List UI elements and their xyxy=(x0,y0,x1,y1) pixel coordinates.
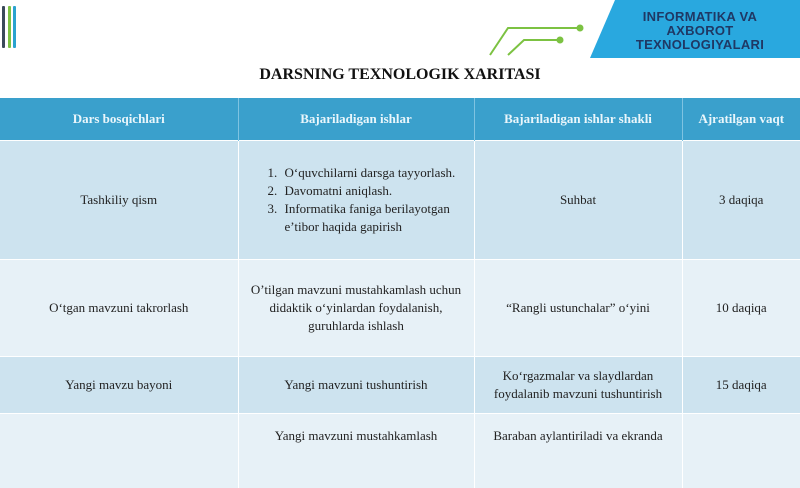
time-cell: 10 daqiqa xyxy=(682,260,800,357)
table-row xyxy=(0,414,800,488)
form-cell: Ko‘rgazmalar va slaydlardan foydalanib mavzuni tushuntirish xyxy=(474,357,682,414)
tasks-list xyxy=(245,164,468,236)
green-bar xyxy=(8,6,11,48)
stage-cell: Tashkiliy qism xyxy=(0,141,238,260)
table-header-row xyxy=(0,98,800,141)
banner-line-3: TEXNOLOGIYALARI xyxy=(600,38,800,52)
dark-bar xyxy=(2,6,5,48)
form-cell: Baraban aylantiriladi va ekranda xyxy=(474,414,682,488)
time-cell xyxy=(682,414,800,488)
technology-map-table xyxy=(0,98,800,488)
time-cell: 3 daqiqa xyxy=(682,141,800,260)
time-cell: 15 daqiqa xyxy=(682,357,800,414)
table-row xyxy=(0,357,800,414)
list-item: 2. Davomatni aniqlash. xyxy=(281,182,468,200)
tasks-cell xyxy=(238,141,474,260)
tasks-cell: O’tilgan mavzuni mustahkamlash uchun didaktik o‘yinlardan foydalanish, guruhlarda ishlash xyxy=(238,260,474,357)
decorative-side-bars xyxy=(2,6,22,48)
stage-cell: Yangi mavzu bayoni xyxy=(0,357,238,414)
banner-line-1: INFORMATIKA VA xyxy=(600,10,800,24)
stage-cell xyxy=(0,414,238,488)
table-row xyxy=(0,260,800,357)
page-title: DARSNING TEXNOLOGIK XARITASI xyxy=(0,66,800,84)
stage-cell: O‘tgan mavzuni takrorlash xyxy=(0,260,238,357)
header-tasks: Bajariladigan ishlar xyxy=(238,98,474,141)
list-item: 3. Informatika faniga berilayotgan e’tibor haqida gapirish xyxy=(281,200,468,236)
tasks-cell: Yangi mavzuni tushuntirish xyxy=(238,357,474,414)
table-row xyxy=(0,141,800,260)
form-cell: “Rangli ustunchalar” o‘yini xyxy=(474,260,682,357)
banner-title xyxy=(600,10,800,52)
blue-bar xyxy=(13,6,16,48)
list-item: 1. O‘quvchilarni darsga tayyorlash. xyxy=(281,164,468,182)
header-form: Bajariladigan ishlar shakli xyxy=(474,98,682,141)
tasks-cell: Yangi mavzuni mustahkamlash xyxy=(238,414,474,488)
banner-line-2: AXBOROT xyxy=(600,24,800,38)
header-time: Ajratilgan vaqt xyxy=(682,98,800,141)
form-cell: Suhbat xyxy=(474,141,682,260)
header-stages: Dars bosqichlari xyxy=(0,98,238,141)
